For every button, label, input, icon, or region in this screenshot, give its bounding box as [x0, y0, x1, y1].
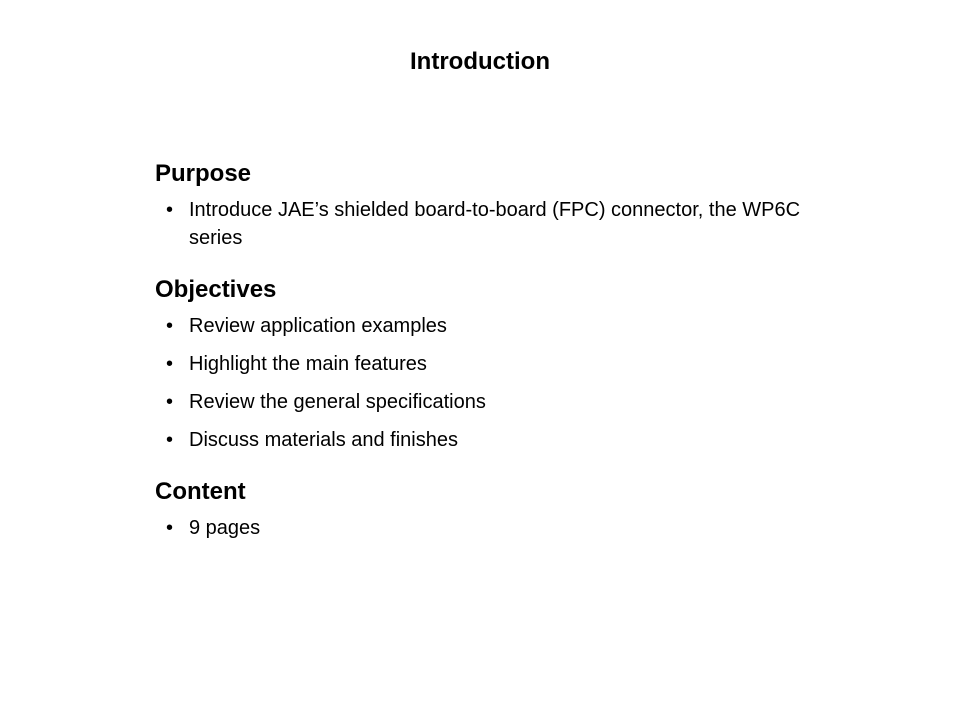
bullet-text: Introduce JAE’s shielded board-to-board (FPC) connector, the WP6C series	[189, 199, 801, 249]
slide-title: Introduction	[410, 48, 550, 75]
bullet-text: Review the general specifications	[189, 391, 486, 413]
bullet-item	[155, 388, 855, 416]
bullet-text: 9 pages	[189, 517, 261, 539]
bullet-text: Review application examples	[189, 315, 447, 337]
bullet-dot-icon: •	[166, 429, 174, 451]
bullet-text: Discuss materials and finishes	[189, 429, 458, 451]
section-heading: Purpose	[155, 160, 252, 187]
bullet-dot-icon: •	[166, 353, 174, 375]
bullet-text: Highlight the main features	[189, 353, 427, 375]
bullet-item	[155, 350, 855, 378]
bullet-item	[155, 312, 855, 340]
bullet-list	[155, 312, 855, 454]
bullet-item	[155, 514, 855, 542]
slide-content	[155, 158, 855, 564]
section-purpose	[155, 158, 855, 252]
section-content	[155, 476, 855, 542]
section-objectives	[155, 274, 855, 454]
bullet-list	[155, 514, 855, 542]
bullet-list	[155, 196, 855, 252]
section-heading: Content	[155, 478, 246, 505]
bullet-dot-icon: •	[166, 199, 174, 221]
bullet-dot-icon: •	[166, 391, 174, 413]
bullet-item	[155, 426, 855, 454]
bullet-dot-icon: •	[166, 315, 174, 337]
section-heading: Objectives	[155, 276, 277, 303]
bullet-item	[155, 196, 855, 252]
bullet-dot-icon: •	[166, 517, 174, 539]
